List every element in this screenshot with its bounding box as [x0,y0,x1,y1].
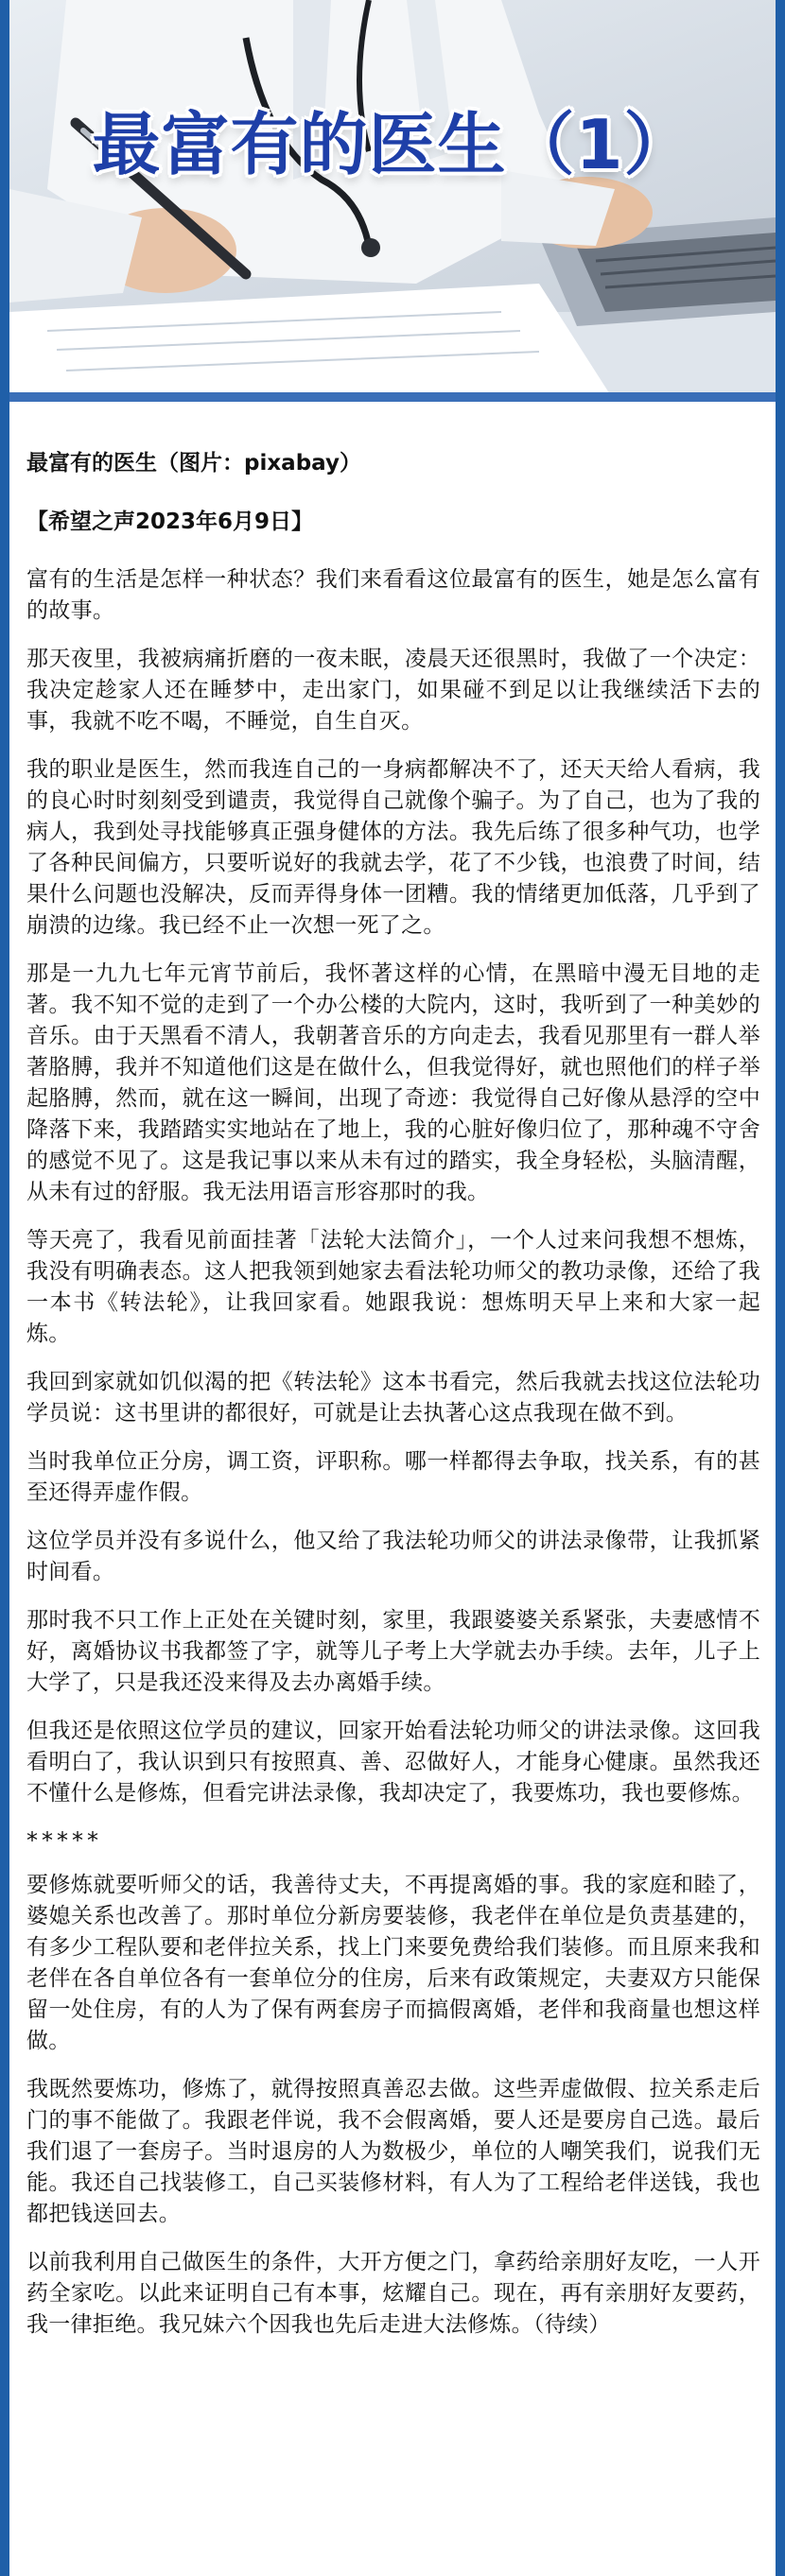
paragraph: 当时我单位正分房，调工资，评职称。哪一样都得去争取，找关系，有的甚至还得弄虚作假。 [26,1449,760,1505]
paragraph: 那天夜里，我被病痛折磨的一夜未眠，凌晨天还很黑时，我做了一个决定：我决定趁家人还在睡梦中，走出家门，如果碰不到足以让我继续活下去的事，我就不吃不喝，不睡觉，自生自灭。 [26,647,760,734]
banner-image [9,0,776,402]
paragraph: 我既然要炼功，修炼了，就得按照真善忍去做。这些弄虚做假、拉关系走后门的事不能做了。我跟老伴说，我不会假离婚，要人还是要房自己选。最后我们退了一套房子。当时退房的人为数极少，单位的人嘲笑我们，说我们无能。我还自己找装修工，自己买装修材料，有人为了工程给老伴送钱，我也都把钱送回去。 [26,2077,760,2226]
paragraph: 我的职业是医生，然而我连自己的一身病都解决不了，还天天给人看病，我的良心时时刻刻受到谴责，我觉得自己就像个骗子。为了自己，也为了我的病人，我到处寻找能够真正强身健体的方法。我先后练了很多种气功，也学了各种民间偏方，只要听说好的我就去学，花了不少钱，也浪费了时间，结果什么问题也没解决，反而弄得身体一团糟。我的情绪更加低落，几乎到了崩溃的边缘。我已经不止一次想一死了之。 [26,757,760,938]
paragraph: 我回到家就如饥似渴的把《转法轮》这本书看完，然后我就去找这位法轮功学员说：这书里讲的都很好，可就是让去执著心这点我现在做不到。 [26,1370,760,1426]
banner-title: 最富有的医生（1） [92,105,693,184]
paragraph: 以前我利用自己做医生的条件，大开方便之门，拿药给亲朋好友吃，一人开药全家吃。以此来证明自己有本事，炫耀自己。现在，再有亲朋好友要药，我一律拒绝。我兄妹六个因我也先后走进大法修炼。（待续） [26,2250,760,2337]
section-separator: ***** [26,1827,102,1854]
paragraph: 那是一九九七年元宵节前后，我怀著这样的心情，在黑暗中漫无目地的走著。我不知不觉的走到了一个办公楼的大院内，这时，我听到了一种美妙的音乐。由于天黑看不清人，我朝著音乐的方向走去，我看见那里有一群人举著胳膊，我并不知道他们这是在做什么，但我觉得好，就也照他们的样子举起胳膊，然而，就在这一瞬间，出现了奇迹：我觉得自己好像从悬浮的空中降落下来，我踏踏实实地站在了地上，我的心脏好像归位了，那种魂不守舍的感觉不见了。这是我记事以来从未有过的踏实，我全身轻松，头脑清醒，从未有过的舒服。我无法用语言形容那时的我。 [26,961,760,1204]
image-caption: 最富有的医生（图片：pixabay） [26,451,361,475]
paragraph: 但我还是依照这位学员的建议，回家开始看法轮功师父的讲法录像。这回我看明白了，我认识到只有按照真、善、忍做好人，才能身心健康。虽然我还不懂什么是修炼，但看完讲法录像，我却决定了，我要炼功，我也要修炼。 [26,1719,760,1806]
paragraph: 那时我不只工作上正处在关键时刻，家里，我跟婆婆关系紧张，夫妻感情不好，离婚协议书我都签了字，就等儿子考上大学就去办手续。去年，儿子上大学了，只是我还没来得及去办离婚手续。 [26,1608,760,1695]
banner-illustration [9,0,776,402]
article-body [9,402,776,2341]
paragraph: 富有的生活是怎样一种状态？我们来看看这位最富有的医生，她是怎么富有的故事。 [26,567,760,623]
paragraph: 要修炼就要听师父的话，我善待丈夫，不再提离婚的事。我的家庭和睦了，婆媳关系也改善了。那时单位分新房要装修，我老伴在单位是负责基建的，有多少工程队要和老伴拉关系，找上门来要免费给我们装修。而且原来我和老伴在各自单位各有一套单位分的住房，后来有政策规定，夫妻双方只能保留一处住房，有的人为了保有两套房子而搞假离婚，老伴和我商量也想这样做。 [26,1873,760,2053]
dateline: 【希望之声2023年6月9日】 [26,510,314,534]
paragraph: 等天亮了，我看见前面挂著「法轮大法简介」，一个人过来问我想不想炼，我没有明确表态。这人把我领到她家去看法轮功师父的教功录像，还给了我一本书《转法轮》，让我回家看。她跟我说：想炼明天早上来和大家一起炼。 [26,1228,760,1346]
article-frame [9,0,776,2576]
paragraph: 这位学员并没有多说什么，他又给了我法轮功师父的讲法录像带，让我抓紧时间看。 [26,1529,760,1584]
